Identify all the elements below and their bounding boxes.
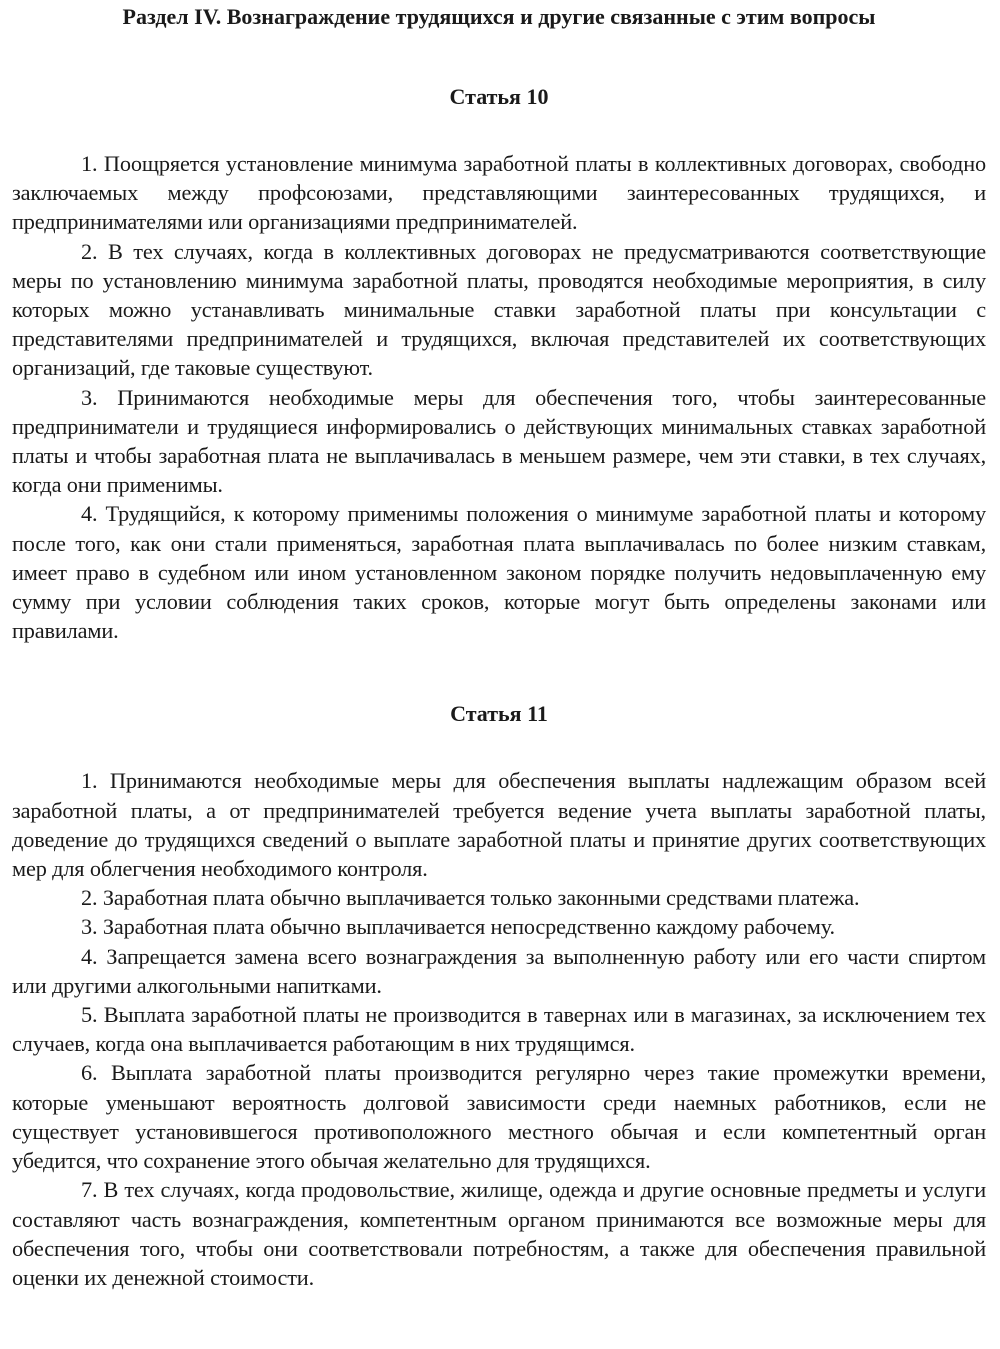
document-page [12,0,986,1292]
article-11 [12,699,986,1292]
article-title: Статья 10 [449,84,549,109]
article-paragraph: 4. Трудящийся, к которому применимы положения о минимуме заработной платы и которому после того, как они стали применяться, заработная плата выплачивалась по более низким ставкам, имеет право в судебном или ином установленном законом порядке получить недовыплаченную ему сумму при условии соблюдения таких сроков, которые могут быть определены законами или правилами. [12,501,986,644]
article-paragraph: 1. Принимаются необходимые меры для обеспечения выплаты надлежащим образом всей заработной платы, а от предпринимателей требуется ведение учета выплаты заработной платы, доведение до трудящихся сведений о выплате заработной платы и принятие других соответствующих мер для облегчения необходимого контроля. [12,768,986,882]
article-paragraph: 1. Поощряется установление минимума заработной платы в коллективных договорах, свободно заключаемых между профсоюзами, представляющими заинтересованных трудящихся, и предпринимателями или организациями предпринимателей. [12,151,986,235]
article-paragraph: 6. Выплата заработной платы производится регулярно через такие промежутки времени, которые уменьшают вероятность долговой зависимости среди наемных работников, если не существует установившегося противоположного местного обычая и если компетентный орган убедится, что сохранение этого обычая желательно для трудящихся. [12,1060,986,1174]
article-title: Статья 11 [450,701,548,727]
article-paragraph: 5. Выплата заработной платы не производится в тавернах или в магазинах, за исключением тех случаев, когда она выплачивается работающим в них трудящимся. [12,1002,986,1057]
article-paragraph: 3. Заработная плата обычно выплачивается непосредственно каждому рабочему. [81,914,835,940]
article-paragraph: 2. В тех случаях, когда в коллективных договорах не предусматриваются соответствующие меры по установлению минимума заработной платы, проводятся необходимые мероприятия, в силу которых можно устанавливать минимальные ставки заработной платы при консультации с представителями предпринимателей и трудящихся, включая представителей их соответствующих организаций, где таковые существуют. [12,238,986,381]
article-paragraph: 3. Принимаются необходимые меры для обеспечения того, чтобы заинтересованные предприниматели и трудящиеся информировались о действующих минимальных ставках заработной платы и чтобы заработная плата не выплачивалась в меньшем размере, чем эти ставки, в тех случаях, когда они применимы. [12,384,986,498]
article-paragraph: 7. В тех случаях, когда продовольствие, жилище, одежда и другие основные предметы и услуги составляют часть вознаграждения, компетентным органом принимаются все возможные меры для обеспечения того, чтобы они соответствовали потребностям, а также для обеспечения правильной оценки их денежной стоимости. [12,1177,986,1290]
article-paragraph: 4. Запрещается замена всего вознаграждения за выполненную работу или его части спиртом или другими алкогольными напитками. [12,943,986,998]
section-title: Раздел IV. Вознаграждение трудящихся и другие связанные с этим вопросы [122,4,876,29]
article-10 [12,82,986,645]
article-paragraph: 2. Заработная плата обычно выплачивается только законными средствами платежа. [81,885,860,911]
